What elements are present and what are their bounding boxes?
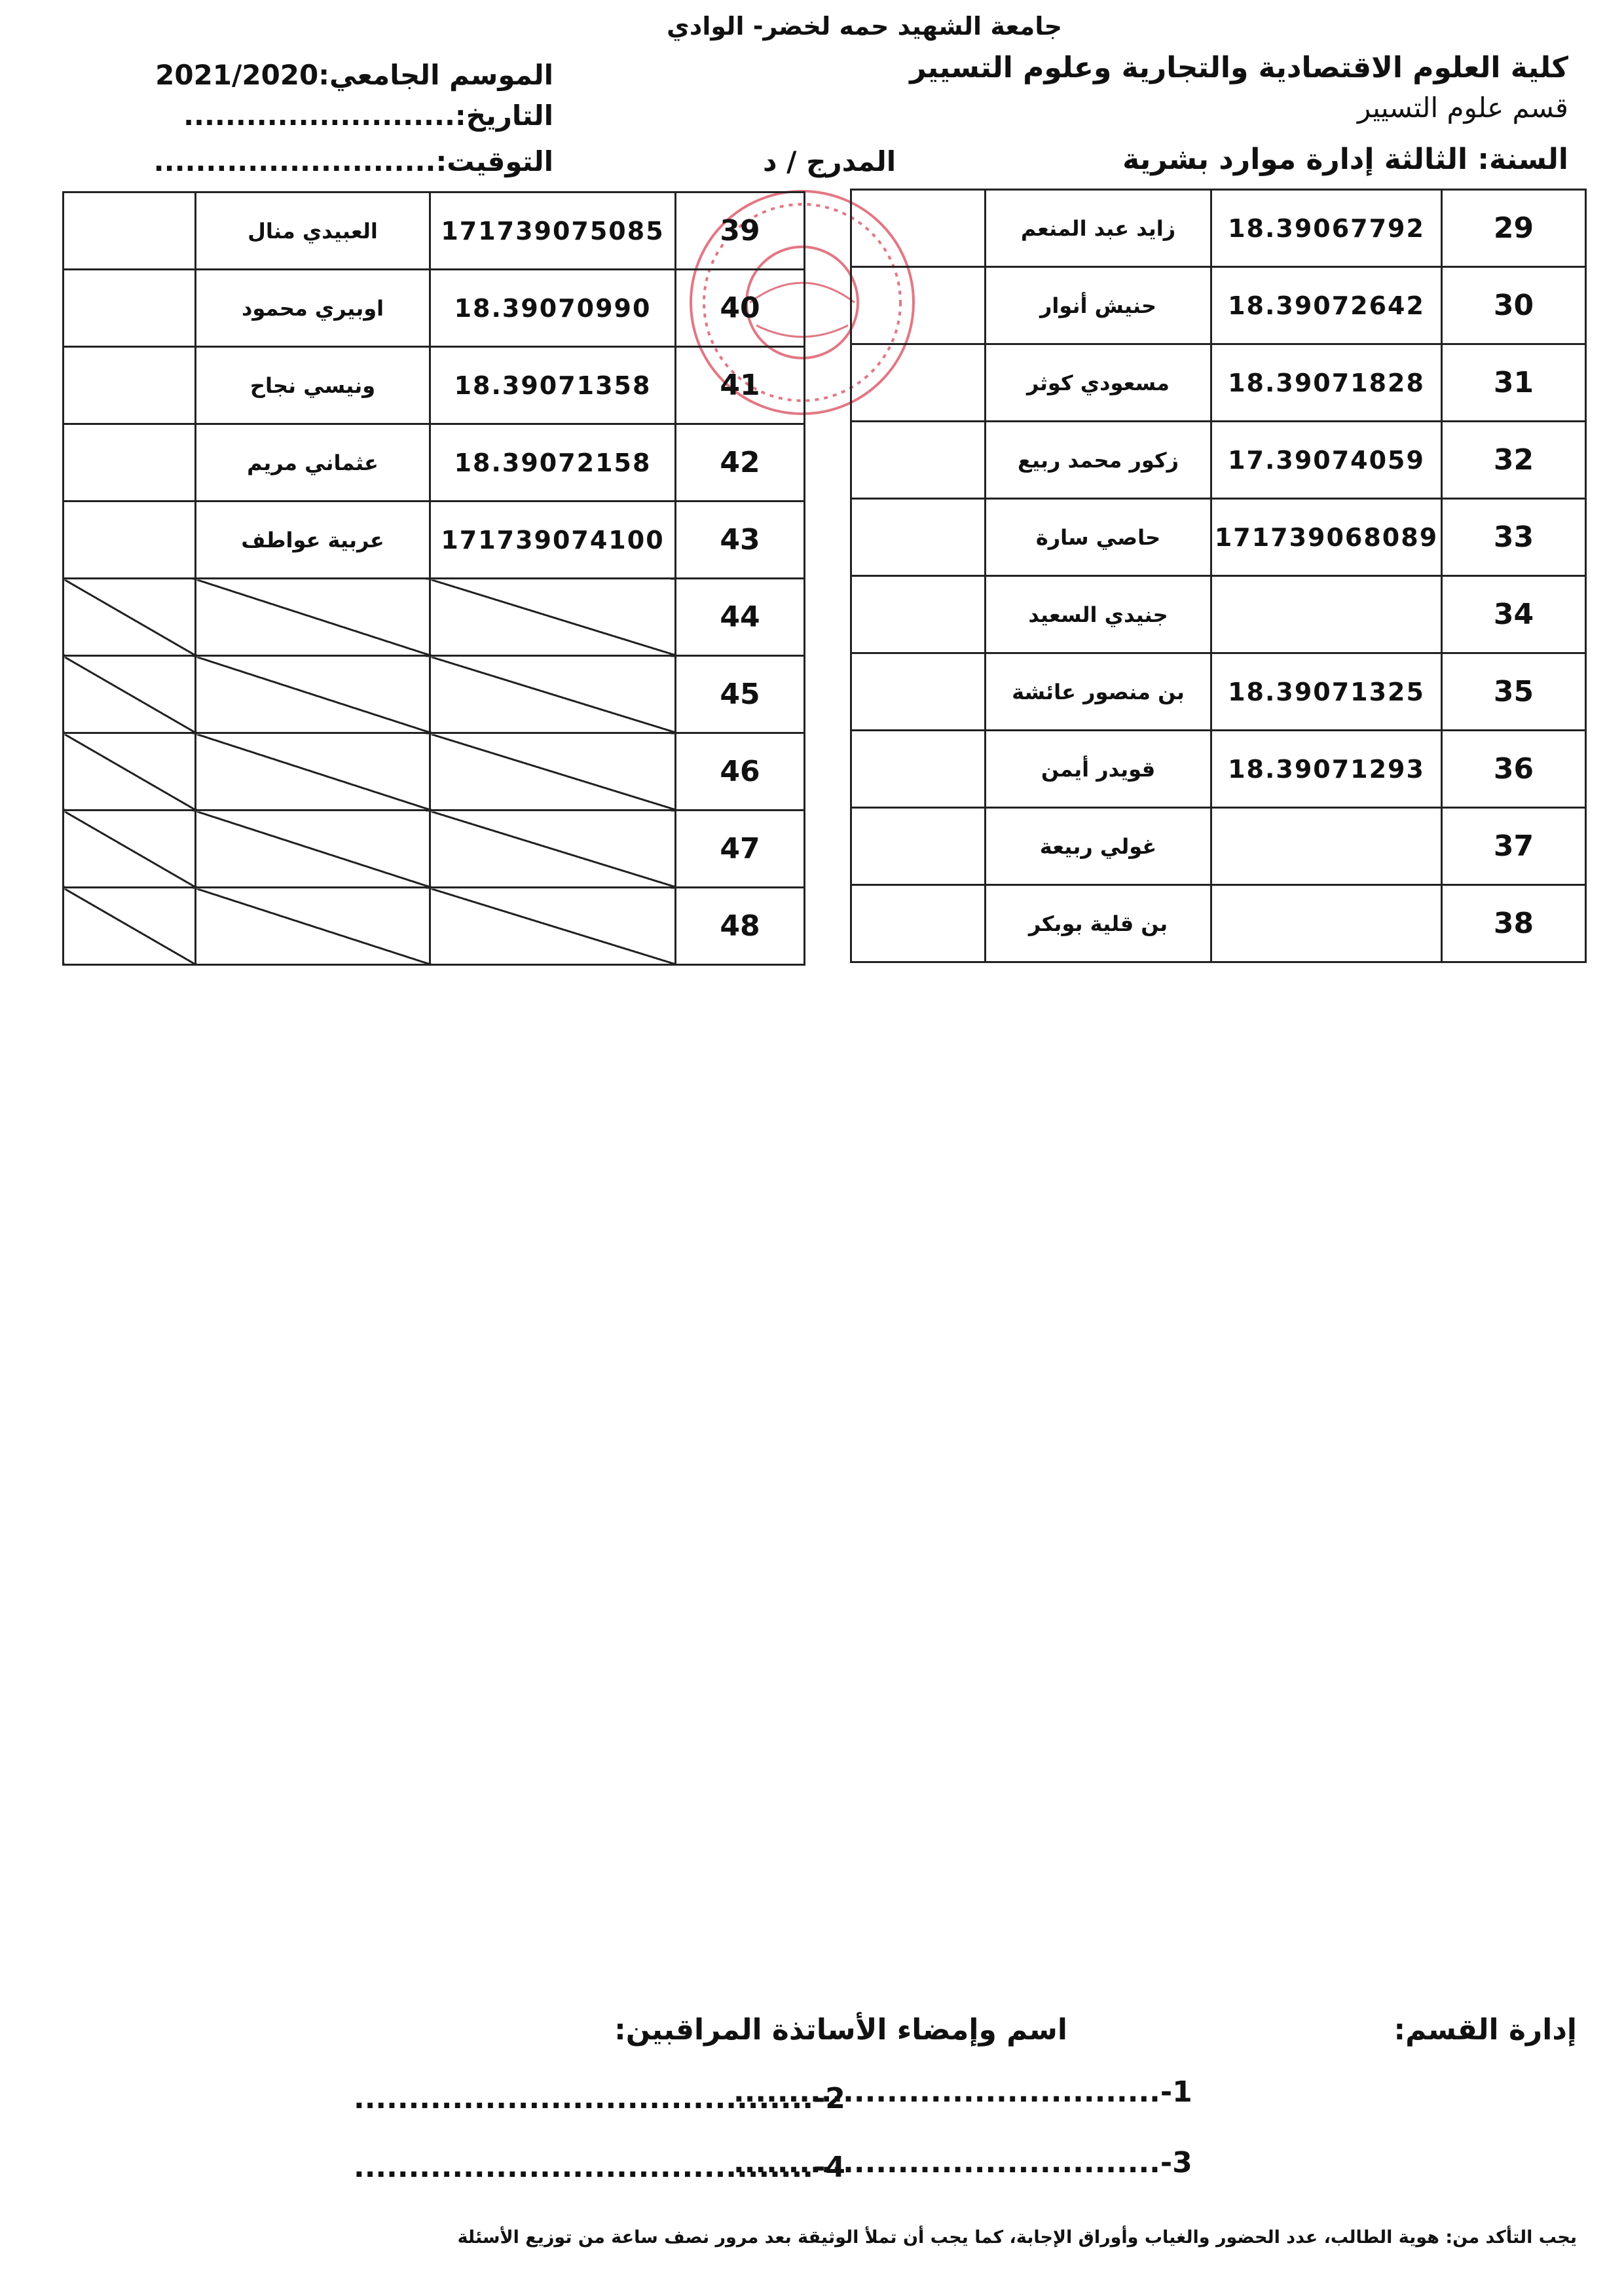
left-table-body bbox=[64, 192, 805, 965]
signature-cell[interactable] bbox=[851, 190, 986, 267]
crossed-out-cell bbox=[196, 579, 430, 656]
student-id: 171739068089 bbox=[1211, 499, 1442, 576]
crossed-out-cell bbox=[64, 888, 196, 965]
supervisors-label: اسم وإمضاء الأساتذة المراقبين: bbox=[614, 2013, 1067, 2047]
student-name: غولي ربيعة bbox=[986, 808, 1211, 885]
signature-cell[interactable] bbox=[851, 808, 986, 885]
row-number: 45 bbox=[676, 656, 805, 733]
student-id: 18.39071325 bbox=[1211, 653, 1442, 731]
row-number: 34 bbox=[1442, 576, 1586, 653]
signature-cell[interactable] bbox=[851, 885, 986, 962]
table-row bbox=[64, 424, 805, 501]
signature-cell[interactable] bbox=[851, 731, 986, 808]
crossed-out-cell bbox=[430, 888, 676, 965]
crossed-out-cell bbox=[64, 579, 196, 656]
table-row bbox=[851, 885, 1586, 962]
student-id: 18.39071828 bbox=[1211, 344, 1442, 422]
table-row bbox=[64, 733, 805, 811]
student-name: حنيش أنوار bbox=[986, 267, 1211, 344]
row-number: 39 bbox=[676, 192, 805, 270]
table-row bbox=[64, 888, 805, 965]
row-number: 29 bbox=[1442, 190, 1586, 267]
row-number: 41 bbox=[676, 347, 805, 424]
exam-time: التوقيت:........................... bbox=[153, 145, 553, 177]
exam-date: التاريخ:.......................... bbox=[183, 100, 553, 132]
university-name: جامعة الشهيد حمه لخضر- الوادي bbox=[667, 12, 1062, 41]
table-row bbox=[851, 344, 1586, 422]
student-id bbox=[1211, 885, 1442, 962]
row-number: 32 bbox=[1442, 422, 1586, 499]
table-row bbox=[64, 811, 805, 888]
signature-cell[interactable] bbox=[64, 270, 196, 347]
crossed-out-cell bbox=[430, 811, 676, 888]
row-number: 38 bbox=[1442, 885, 1586, 962]
table-row bbox=[64, 579, 805, 656]
student-name: حاصي سارة bbox=[986, 499, 1211, 576]
crossed-out-cell bbox=[430, 579, 676, 656]
instructions-note: يجب التأكد من: هوية الطالب، عدد الحضور والغياب وأوراق الإجابة، كما يجب أن تملأ الوثيقة بعد مرور نصف ساعة من توزيع الأسئلة bbox=[457, 2227, 1577, 2248]
student-name: زكور محمد ربيع bbox=[986, 422, 1211, 499]
crossed-out-cell bbox=[64, 733, 196, 811]
student-id: 18.39072642 bbox=[1211, 267, 1442, 344]
signature-cell[interactable] bbox=[851, 576, 986, 653]
signature-cell[interactable] bbox=[64, 424, 196, 501]
table-row bbox=[64, 501, 805, 579]
student-id: 18.39067792 bbox=[1211, 190, 1442, 267]
supervisor-line-4[interactable]: ..........................................-4 bbox=[354, 2151, 845, 2184]
row-number: 40 bbox=[676, 270, 805, 347]
supervisor-line-3[interactable]: .......................................-3 bbox=[733, 2146, 1192, 2179]
student-id bbox=[1211, 576, 1442, 653]
row-number: 37 bbox=[1442, 808, 1586, 885]
student-id: 171739075085 bbox=[430, 192, 676, 270]
student-name: زايد عبد المنعم bbox=[986, 190, 1211, 267]
table-row bbox=[851, 499, 1586, 576]
crossed-out-cell bbox=[430, 733, 676, 811]
right-attendance-table bbox=[850, 189, 1587, 963]
signature-cell[interactable] bbox=[64, 501, 196, 579]
table-row bbox=[851, 731, 1586, 808]
year-label: السنة: bbox=[1477, 143, 1568, 176]
student-id: 18.39071358 bbox=[430, 347, 676, 424]
student-name: العبيدي منال bbox=[196, 192, 430, 270]
crossed-out-cell bbox=[64, 656, 196, 733]
table-row bbox=[64, 270, 805, 347]
student-name: ونيسي نجاح bbox=[196, 347, 430, 424]
student-name: عربية عواطف bbox=[196, 501, 430, 579]
table-row bbox=[851, 653, 1586, 731]
table-row bbox=[64, 347, 805, 424]
student-name: بن قلية بوبكر bbox=[986, 885, 1211, 962]
amphi-label: المدرج / د bbox=[763, 145, 896, 177]
row-number: 48 bbox=[676, 888, 805, 965]
left-attendance-table bbox=[62, 191, 805, 966]
table-row bbox=[851, 422, 1586, 499]
row-number: 36 bbox=[1442, 731, 1586, 808]
signature-cell[interactable] bbox=[851, 653, 986, 731]
table-row bbox=[64, 192, 805, 270]
crossed-out-cell bbox=[430, 656, 676, 733]
row-number: 43 bbox=[676, 501, 805, 579]
student-name: جنيدي السعيد bbox=[986, 576, 1211, 653]
row-number: 33 bbox=[1442, 499, 1586, 576]
student-name: بن منصور عائشة bbox=[986, 653, 1211, 731]
student-name: مسعودي كوثر bbox=[986, 344, 1211, 422]
signature-cell[interactable] bbox=[851, 499, 986, 576]
row-number: 42 bbox=[676, 424, 805, 501]
crossed-out-cell bbox=[196, 811, 430, 888]
signature-cell[interactable] bbox=[851, 344, 986, 422]
department-name: قسم علوم التسيير bbox=[1357, 92, 1568, 124]
crossed-out-cell bbox=[64, 811, 196, 888]
student-name: اوبيري محمود bbox=[196, 270, 430, 347]
study-year bbox=[1122, 143, 1568, 176]
student-id: 171739074100 bbox=[430, 501, 676, 579]
crossed-out-cell bbox=[196, 733, 430, 811]
signature-cell[interactable] bbox=[851, 267, 986, 344]
table-row bbox=[851, 267, 1586, 344]
student-name: قويدر أيمن bbox=[986, 731, 1211, 808]
department-admin-label: إدارة القسم: bbox=[1393, 2013, 1577, 2047]
student-id: 17.39074059 bbox=[1211, 422, 1442, 499]
student-id: 18.39070990 bbox=[430, 270, 676, 347]
row-number: 35 bbox=[1442, 653, 1586, 731]
year-value: الثالثة إدارة موارد بشرية bbox=[1122, 143, 1468, 176]
right-table-body bbox=[851, 190, 1586, 962]
faculty-name: كلية العلوم الاقتصادية والتجارية وعلوم التسيير bbox=[910, 51, 1568, 84]
row-number: 31 bbox=[1442, 344, 1586, 422]
table-row bbox=[851, 808, 1586, 885]
supervisor-line-1[interactable]: .......................................-1 bbox=[733, 2075, 1192, 2109]
row-number: 46 bbox=[676, 733, 805, 811]
student-name: عثماني مريم bbox=[196, 424, 430, 501]
signature-cell[interactable] bbox=[64, 347, 196, 424]
crossed-out-cell bbox=[196, 888, 430, 965]
table-row bbox=[851, 576, 1586, 653]
row-number: 47 bbox=[676, 811, 805, 888]
row-number: 30 bbox=[1442, 267, 1586, 344]
signature-cell[interactable] bbox=[64, 192, 196, 270]
table-row bbox=[851, 190, 1586, 267]
student-id: 18.39072158 bbox=[430, 424, 676, 501]
table-row bbox=[64, 656, 805, 733]
signature-cell[interactable] bbox=[851, 422, 986, 499]
crossed-out-cell bbox=[196, 656, 430, 733]
academic-season: الموسم الجامعي:2021/2020 bbox=[155, 59, 553, 91]
row-number: 44 bbox=[676, 579, 805, 656]
supervisor-line-2[interactable]: ..........................................-2 bbox=[354, 2082, 845, 2115]
student-id: 18.39071293 bbox=[1211, 731, 1442, 808]
student-id bbox=[1211, 808, 1442, 885]
